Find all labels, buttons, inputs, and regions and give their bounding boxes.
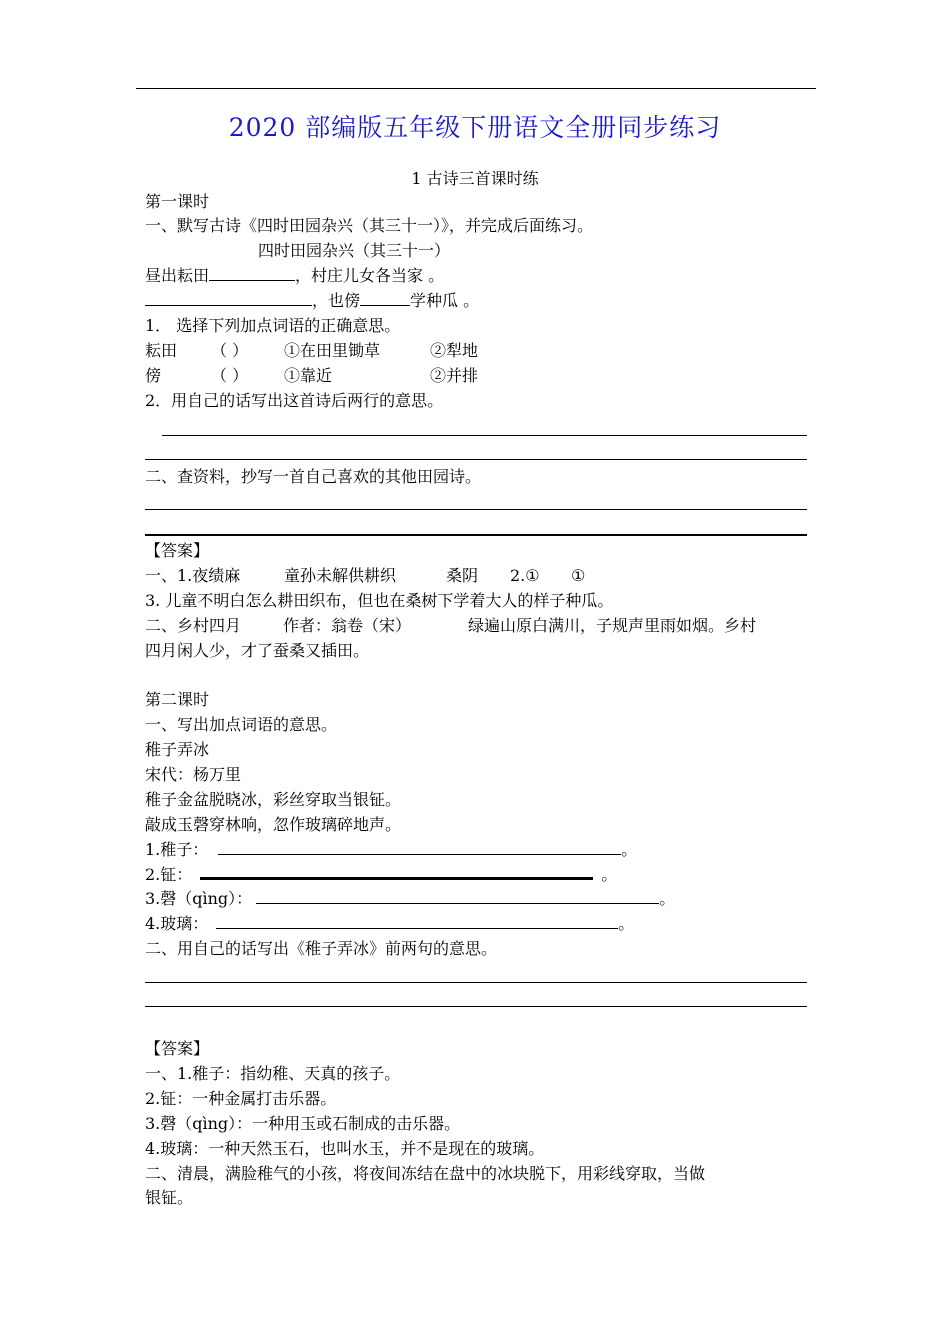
option-paren-2[interactable]: （ ）: [211, 366, 249, 385]
option-row-1: [145, 338, 478, 363]
answer-2-row-6: 银钲。: [145, 1188, 194, 1207]
answer-label-2: 【答案】: [145, 1039, 210, 1058]
sub-question-2: 2．用自己的话写出这首诗后两行的意思。: [145, 391, 444, 410]
sub-question-1: 1． 选择下列加点词语的正确意思。: [145, 316, 401, 335]
word-3-end: 。: [659, 889, 676, 908]
poem-line-1-end: ，村庄儿女各当家 。: [295, 266, 445, 285]
lesson-two-question-2: 二、用自己的话写出《稚子弄冰》前两句的意思。: [145, 939, 498, 958]
answer-2-row-2: 2.钲：一种金属打击乐器。: [145, 1089, 337, 1108]
word-4-end: 。: [618, 914, 635, 933]
answer-1-row-3: [145, 613, 756, 638]
lesson-two-question-1: 一、写出加点词语的意思。: [145, 715, 338, 734]
option-1b: ②犁地: [430, 341, 479, 360]
answer-1d: 2.①: [510, 566, 540, 585]
poem-blank-2[interactable]: [145, 289, 312, 306]
option-1a: ①在田里锄草: [284, 341, 381, 360]
option-2b: ②并排: [430, 366, 479, 385]
question-1: 一、默写古诗《四时田园杂兴（其三十一）》，并完成后面练习。: [145, 216, 594, 235]
answer-1e: ①: [571, 566, 586, 585]
option-word-1: 耘田: [145, 341, 178, 360]
answer-2-row-5: 二、清晨，满脸稚气的小孩，将夜间冻结在盘中的冰块脱下，用彩线穿取，当做: [145, 1164, 706, 1183]
answer-1b: 童孙未解供耕织: [284, 566, 397, 585]
lesson-heading: 1 古诗三首课时练: [411, 169, 539, 188]
poem-2-line-1: 稚子金盆脱晓冰，彩丝穿取当银钲。: [145, 790, 402, 809]
poem-line-1-start: 昼出耘田: [145, 266, 210, 285]
answer-2-row-1: 一、1.稚子：指幼稚、天真的孩子。: [145, 1064, 401, 1083]
lesson-two-label: 第二课时: [145, 690, 210, 709]
option-2a: ①靠近: [284, 366, 333, 385]
word-3-label: 3.磬（qìng）：: [145, 889, 253, 908]
answer-line-1[interactable]: [162, 435, 807, 436]
word-question-4: [145, 911, 634, 936]
answer-1c: 桑阴: [446, 566, 479, 585]
answer-3c: 绿遍山原白满川，子规声里雨如烟。乡村: [468, 616, 757, 635]
word-question-2: [145, 861, 617, 886]
answer-line-2[interactable]: [145, 459, 807, 460]
answer-1a: 一、1.夜绩麻: [145, 566, 241, 585]
document-title: 2020 部编版五年级下册语文全册同步练习: [228, 113, 722, 142]
option-paren-1[interactable]: （ ）: [211, 341, 249, 360]
poem-blank-3[interactable]: [360, 289, 410, 306]
answer-line-4[interactable]: [145, 534, 807, 536]
poem-line-1: [145, 263, 444, 288]
answer-label-1: 【答案】: [145, 541, 210, 560]
poem-title: 四时田园杂兴（其三十一）: [258, 241, 451, 260]
answer-1-row-1: [145, 563, 585, 588]
header-rule: [136, 88, 816, 89]
word-1-blank[interactable]: [218, 838, 621, 855]
lesson-one-label: 第一课时: [145, 192, 210, 211]
poem-blank-1[interactable]: [209, 264, 295, 281]
poem-line-2-end: 学种瓜 。: [410, 291, 480, 310]
poem-2-title: 稚子弄冰: [145, 740, 210, 759]
answer-1-row-4: 四月闲人少，才了蚕桑又插田。: [145, 641, 370, 660]
word-2-label: 2.钲：: [145, 865, 193, 884]
word-4-label: 4.玻璃：: [145, 914, 209, 933]
answer-2-row-3: 3.磬（qìng）：一种用玉或石制成的击乐器。: [145, 1114, 461, 1133]
answer-3a: 二、乡村四月: [145, 616, 242, 635]
word-2-end: 。: [601, 865, 618, 884]
option-row-2: [145, 363, 478, 388]
word-3-blank[interactable]: [256, 887, 659, 904]
poem-line-2-mid: ，也傍: [312, 291, 361, 310]
poem-2-author: 宋代：杨万里: [145, 765, 242, 784]
poem-2-line-2: 敲成玉磬穿林响，忽作玻璃碎地声。: [145, 815, 402, 834]
option-word-2: 傍: [145, 366, 162, 385]
answer-3b: 作者：翁卷（宋）: [283, 616, 412, 635]
word-1-label: 1.稚子：: [145, 840, 209, 859]
poem-line-2: [145, 288, 479, 313]
answer-2-row-4: 4.玻璃：一种天然玉石，也叫水玉，并不是现在的玻璃。: [145, 1139, 545, 1158]
word-question-3: [145, 886, 675, 911]
word-4-blank[interactable]: [216, 912, 618, 929]
answer-line-5[interactable]: [145, 982, 807, 983]
word-1-end: 。: [621, 840, 638, 859]
answer-line-3[interactable]: [145, 509, 807, 510]
word-question-1: [145, 837, 637, 862]
word-2-blank[interactable]: [200, 861, 593, 880]
question-2: 二、查资料，抄写一首自己喜欢的其他田园诗。: [145, 467, 482, 486]
answer-line-6[interactable]: [145, 1006, 807, 1007]
answer-1-row-2: 3. 儿童不明白怎么耕田织布，但也在桑树下学着大人的样子种瓜。: [145, 591, 614, 610]
